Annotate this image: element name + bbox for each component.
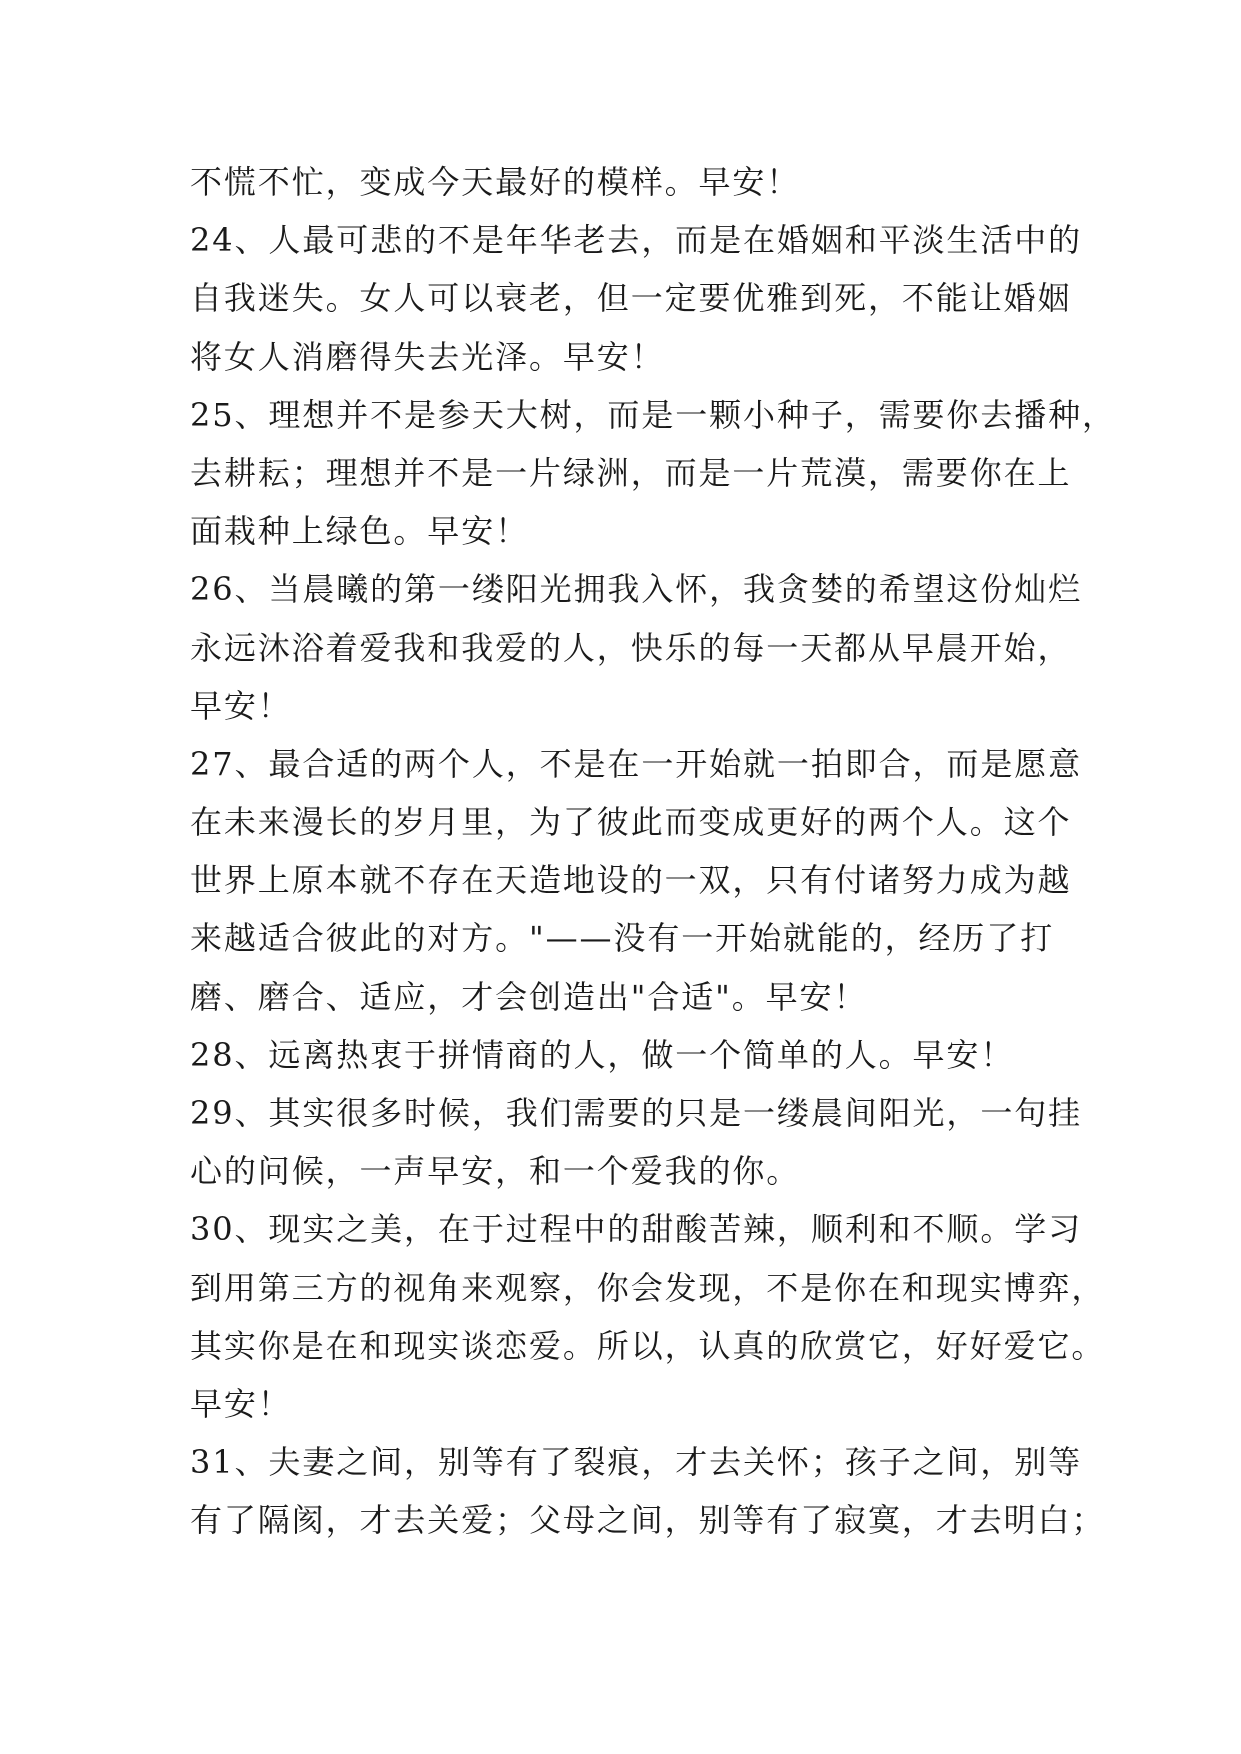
- text-line-5: 25、理想并不是参天大树，而是一颗小种子，需要你去播种，: [190, 395, 1116, 434]
- text-line-14: 来越适合彼此的对方。"——没有一开始就能的，经历了打: [190, 919, 1055, 958]
- text-line-8: 26、当晨曦的第一缕阳光拥我入怀，我贪婪的希望这份灿烂: [190, 570, 1083, 609]
- text-line-15: 磨、磨合、适应，才会创造出"合适"。早安！: [190, 977, 868, 1016]
- text-line-20: 到用第三方的视角来观察，你会发现，不是你在和现实博弈，: [190, 1268, 1106, 1307]
- text-line-4: 将女人消磨得失去光泽。早安！: [190, 337, 665, 376]
- text-line-11: 27、最合适的两个人，不是在一开始就一拍即合，而是愿意: [190, 744, 1083, 783]
- text-line-17: 29、其实很多时候，我们需要的只是一缕晨间阳光，一句挂: [190, 1094, 1083, 1132]
- text-line-22: 早安！: [190, 1384, 292, 1423]
- text-line-1: 不慌不忙，变成今天最好的模样。早安！: [190, 163, 801, 201]
- text-line-3: 自我迷失。女人可以衰老，但一定要优雅到死，不能让婚姻: [190, 279, 1072, 318]
- text-line-19: 30、现实之美，在于过程中的甜酸苦辣，顺利和不顺。学习: [190, 1210, 1083, 1249]
- text-line-10: 早安！: [190, 686, 292, 725]
- text-line-16: 28、远离热衷于拼情商的人，做一个简单的人。早安！: [190, 1035, 1015, 1074]
- text-line-23: 31、夫妻之间，别等有了裂痕，才去关怀；孩子之间，别等: [190, 1443, 1083, 1482]
- text-line-7: 面栽种上绿色。早安！: [190, 512, 530, 551]
- text-line-9: 永远沐浴着爱我和我爱的人，快乐的每一天都从早晨开始，: [190, 628, 1072, 667]
- body-text: [190, 153, 1116, 1550]
- text-line-24: 有了隔阂，才去关爱；父母之间，别等有了寂寞，才去明白；: [190, 1501, 1106, 1540]
- text-line-18: 心的问候，一声早安，和一个爱我的你。: [190, 1152, 801, 1191]
- text-line-21: 其实你是在和现实谈恋爱。所以，认真的欣赏它，好好爱它。: [190, 1326, 1106, 1365]
- text-line-6: 去耕耘；理想并不是一片绿洲，而是一片荒漠，需要你在上: [190, 453, 1072, 492]
- text-line-13: 世界上原本就不存在天造地设的一双，只有付诸努力成为越: [190, 861, 1072, 900]
- text-line-2: 24、人最可悲的不是年华老去，而是在婚姻和平淡生活中的: [190, 221, 1083, 260]
- text-line-12: 在未来漫长的岁月里，为了彼此而变成更好的两个人。这个: [190, 803, 1072, 842]
